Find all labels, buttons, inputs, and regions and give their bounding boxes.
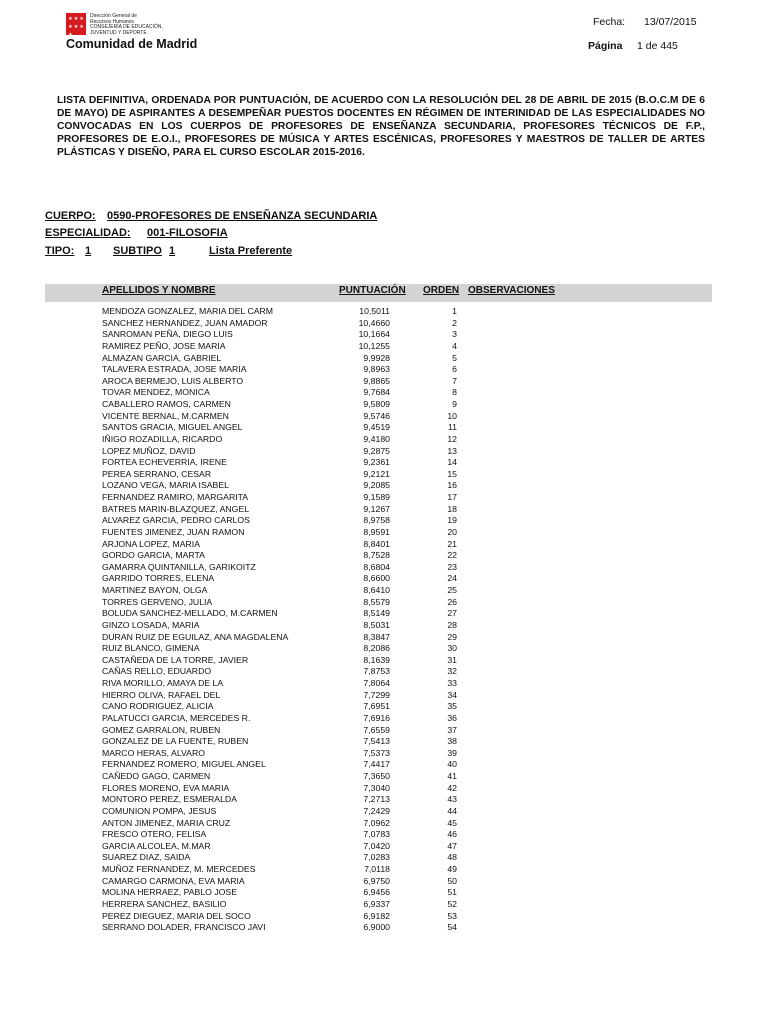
flag-star-icon: ★ [79,24,84,30]
table-row [0,887,768,899]
pagina-label: Página [588,40,623,52]
candidate-name: BOLUDA SANCHEZ-MELLADO, M.CARMEN [102,608,278,619]
table-row [0,387,768,399]
candidate-order: 6 [452,364,457,375]
table-row [0,597,768,609]
candidate-order: 28 [447,619,457,630]
table-row [0,492,768,504]
candidate-score: 8,2086 [363,643,390,654]
column-header-nombre: APELLIDOS Y NOMBRE [102,285,216,296]
candidate-order: 11 [447,422,457,433]
candidate-score: 9,5809 [363,399,390,409]
candidate-name: ANTON JIMENEZ, MARIA CRUZ [102,817,231,828]
table-row [0,864,768,876]
candidate-score: 10,4660 [358,317,390,328]
table-row [0,771,768,783]
lista-type: Lista Preferente [209,245,293,257]
table-row [0,794,768,806]
candidate-name: PALATUCCI GARCIA, MERCEDES R. [102,712,251,723]
candidate-order: 41 [447,771,457,781]
candidate-score: 9,1589 [363,492,390,502]
candidate-order: 35 [447,701,457,712]
candidate-name: SUAREZ DIAZ, SAIDA [102,852,191,863]
candidate-score: 7,0420 [363,840,390,851]
candidate-score: 8,8401 [363,538,390,549]
table-row [0,783,768,795]
candidate-name: PEREZ DIEGUEZ, MARIA DEL SOCO [102,910,251,921]
table-row [0,666,768,678]
candidate-name: MARTINEZ BAYON, OLGA [102,585,208,595]
flag-star-icon: ★ [68,16,73,22]
candidate-order: 44 [447,805,457,816]
document-intro: LISTA DEFINITIVA, ORDENADA POR PUNTUACIÓN, DE ACUERDO CON LA RESOLUCIÓN DEL 28 DE ABRIL DE 2015 (B.O.C.M DE 6 DE MAYO) DE ASPIRANTES A DESEMPEÑAR PUESTOS DOCENTES EN RÉGIMEN DE INTERINIDAD DE LAS ESPECIALIDADES NO CONVOCADAS EN LOS CUERPOS DE PROFESORES DE ENSEÑANZA SECUNDARIA, PROFESORES TÉCNICOS DE F.P., PROFESORES DE E.O.I., PROFESORES DE MÚSICA Y ARTES ESCÉNICAS, PROFESORES Y MAESTROS DE TALLER DE ARTES PLÁSTICAS Y DISEÑO, PARA EL CURSO ESCOLAR 2015-2016. [57,95,705,159]
candidate-name: CAÑAS RELLO, EDUARDO [102,666,212,677]
candidate-score: 8,9758 [363,515,390,526]
table-row [0,759,768,771]
table-row [0,504,768,516]
candidate-order: 25 [447,585,457,595]
candidate-order: 15 [447,468,457,479]
candidate-order: 38 [447,736,457,747]
cuerpo-value: 0590-PROFESORES DE ENSEÑANZA SECUNDARIA [107,210,378,222]
candidate-score: 8,5579 [363,596,390,607]
table-row [0,469,768,481]
table-row [0,841,768,853]
candidate-order: 42 [447,782,457,793]
candidate-name: LOZANO VEGA, MARIA ISABEL [102,480,229,491]
table-row [0,713,768,725]
pagina-value: 1 de 445 [637,40,678,52]
candidate-name: FERNANDEZ RAMIRO, MARGARITA [102,492,249,502]
flag-star-icon: ★ [73,16,79,22]
candidate-score: 9,1267 [363,503,390,514]
candidate-name: GORDO GARCIA, MARTA [102,550,205,561]
table-row [0,725,768,737]
candidate-score: 7,3040 [363,782,390,793]
table-row [0,527,768,539]
candidate-order: 16 [447,480,457,491]
table-row [0,457,768,469]
logo-department-text: Dirección General de Recursos Humanos CONSEJERÍA DE EDUCACIÓN, JUVENTUD Y DEPORTE [90,13,163,36]
table-row [0,643,768,655]
logo-name: Comunidad de Madrid [66,37,198,51]
candidate-order: 4 [452,340,457,351]
candidate-score: 7,0783 [363,829,390,840]
candidate-list [0,306,768,934]
table-row [0,411,768,423]
table-row [0,911,768,923]
candidate-name: PEREA SERRANO, CESAR [102,468,212,479]
table-row [0,678,768,690]
table-row [0,306,768,318]
candidate-score: 10,5011 [359,306,390,316]
candidate-score: 7,8753 [363,666,390,677]
tipo-label: TIPO: [45,245,75,257]
candidate-name: GINZO LOSADA, MARIA [102,619,200,630]
candidate-name: GARCIA ALCOLEA, M.MAR [102,840,211,851]
candidate-order: 53 [447,910,457,921]
candidate-order: 21 [447,538,457,549]
candidate-name: COMUNION POMPA, JESUS [102,805,217,816]
candidate-order: 24 [447,573,457,584]
candidate-order: 46 [447,829,457,840]
candidate-name: TORRES GERVENO, JULIA [102,596,213,607]
candidate-score: 10,1255 [358,340,390,351]
candidate-score: 6,9000 [363,922,390,933]
candidate-score: 8,9591 [363,526,390,537]
table-row [0,922,768,934]
table-row [0,748,768,760]
candidate-name: GAMARRA QUINTANILLA, GARIKOITZ [102,561,256,572]
flag-star-icon: ★ [73,24,79,30]
table-row [0,573,768,585]
especialidad-value: 001-FILOSOFIA [147,227,228,239]
candidate-order: 49 [447,864,457,874]
candidate-name: ARJONA LOPEZ, MARIA [102,538,200,549]
candidate-name: RAMIREZ PEÑO, JOSE MARIA [102,340,226,351]
candidate-name: FERNANDEZ ROMERO, MIGUEL ANGEL [102,759,266,770]
table-row [0,434,768,446]
table-row [0,620,768,632]
candidate-score: 7,8064 [363,678,390,688]
candidate-order: 19 [447,515,457,526]
table-row [0,701,768,713]
candidate-order: 27 [447,608,457,619]
candidate-name: CAÑEDO GAGO, CARMEN [102,771,211,781]
column-header-orden: ORDEN [423,285,460,296]
candidate-name: MONTORO PEREZ, ESMERALDA [102,794,237,805]
comunidad-madrid-logo [66,13,226,53]
table-row [0,318,768,330]
candidate-order: 7 [452,375,457,386]
flag-star-icon: ★ [68,32,73,38]
candidate-name: ALMAZAN GARCIA, GABRIEL [102,352,222,363]
candidate-score: 7,6559 [363,724,390,735]
table-header [45,284,712,302]
candidate-order: 34 [447,689,457,700]
candidate-name: HIERRO OLIVA, RAFAEL DEL [102,689,221,700]
candidate-score: 9,4519 [363,422,390,433]
candidate-name: MENDOZA GONZALEZ, MARIA DEL CARM [102,306,274,316]
candidate-order: 29 [447,631,457,642]
table-row [0,876,768,888]
candidate-order: 1 [452,306,457,316]
candidate-order: 9 [452,399,457,409]
candidate-name: BATRES MARIN-BLAZQUEZ, ANGEL [102,503,250,514]
candidate-name: MOLINA HERRAEZ, PABLO JOSE [102,887,238,898]
candidate-order: 54 [447,922,457,933]
candidate-name: SERRANO DOLADER, FRANCISCO JAVI [102,922,266,933]
candidate-score: 7,3650 [363,771,390,781]
table-row [0,736,768,748]
table-row [0,585,768,597]
fecha-value: 13/07/2015 [644,16,697,28]
candidate-order: 17 [447,492,457,502]
candidate-order: 5 [452,352,457,363]
table-row [0,818,768,830]
candidate-score: 9,7684 [363,387,390,398]
candidate-order: 39 [447,747,457,758]
candidate-score: 7,6951 [363,701,390,712]
candidate-order: 45 [447,817,457,828]
candidate-name: FUENTES JIMENEZ, JUAN RAMON [102,526,245,537]
candidate-order: 8 [452,387,457,398]
candidate-name: TOVAR MENDEZ, MONICA [102,387,210,398]
candidate-score: 9,8963 [363,364,390,375]
candidate-score: 7,0118 [364,864,390,874]
table-row [0,515,768,527]
table-row [0,422,768,434]
table-row [0,690,768,702]
especialidad-label: ESPECIALIDAD: [45,227,131,239]
candidate-order: 31 [447,654,457,665]
table-row [0,399,768,411]
candidate-score: 6,9337 [363,898,390,909]
subtipo-label: SUBTIPO [113,245,162,257]
table-row [0,480,768,492]
table-row [0,632,768,644]
candidate-order: 37 [447,724,457,735]
candidate-score: 9,2875 [363,445,390,456]
candidate-name: ALVAREZ GARCIA, PEDRO CARLOS [102,515,250,526]
table-row [0,852,768,864]
subtipo-value: 1 [169,245,176,257]
column-header-puntuacion: PUNTUACIÓN [339,285,406,296]
table-row [0,353,768,365]
candidate-order: 40 [447,759,457,770]
madrid-flag-icon [66,13,86,38]
table-row [0,806,768,818]
candidate-order: 48 [447,852,457,863]
flag-star-icon: ★ [68,24,73,30]
candidate-order: 51 [447,887,457,898]
candidate-order: 14 [447,457,457,468]
candidate-name: MUÑOZ FERNANDEZ, M. MERCEDES [102,864,256,874]
candidate-order: 18 [447,503,457,514]
candidate-name: SANCHEZ HERNANDEZ, JUAN AMADOR [102,317,268,328]
candidate-name: DURAN RUIZ DE EGUILAZ, ANA MAGDALENA [102,631,289,642]
candidate-name: LOPEZ MUÑOZ, DAVID [102,445,196,456]
table-row [0,608,768,620]
candidate-name: GOMEZ GARRALON, RUBEN [102,724,221,735]
candidate-name: VICENTE BERNAL, M.CARMEN [102,410,229,421]
candidate-order: 3 [452,329,457,340]
table-row [0,829,768,841]
candidate-name: CAMARGO CARMONA, EVA MARIA [102,875,245,886]
candidate-score: 8,6600 [363,573,390,584]
candidate-order: 43 [447,794,457,805]
candidate-order: 36 [447,712,457,723]
candidate-score: 8,5031 [363,619,390,630]
candidate-order: 50 [447,875,457,886]
candidate-score: 8,3847 [363,631,390,642]
candidate-order: 23 [447,561,457,572]
candidate-order: 12 [447,433,457,444]
candidate-score: 9,5746 [363,410,390,421]
candidate-score: 10,1664 [358,329,390,340]
candidate-name: CASTAÑEDA DE LA TORRE, JAVIER [102,654,249,665]
candidate-name: AROCA BERMEJO, LUIS ALBERTO [102,375,244,386]
candidate-score: 8,6804 [363,561,390,572]
flag-star-icon: ★ [79,16,84,22]
candidate-score: 7,2429 [363,805,390,816]
candidate-score: 9,8865 [363,375,390,386]
candidate-score: 8,6410 [363,585,390,595]
candidate-name: IÑIGO ROZADILLA, RICARDO [102,433,223,444]
candidate-score: 9,2121 [363,468,390,479]
candidate-name: CANO RODRIGUEZ, ALICIA [102,701,214,712]
table-row [0,364,768,376]
candidate-name: GONZALEZ DE LA FUENTE, RUBEN [102,736,249,747]
candidate-score: 6,9456 [363,887,390,898]
candidate-score: 7,5373 [363,747,390,758]
candidate-name: RIVA MORILLO, AMAYA DE LA [102,678,224,688]
candidate-name: FRESCO OTERO, FELISA [102,829,207,840]
candidate-score: 9,4180 [363,433,390,444]
table-row [0,341,768,353]
table-row [0,550,768,562]
tipo-value: 1 [85,245,92,257]
candidate-order: 33 [447,678,457,688]
candidate-name: RUIZ BLANCO, GIMENA [102,643,200,654]
candidate-score: 8,5149 [363,608,390,619]
candidate-name: GARRIDO TORRES, ELENA [102,573,215,584]
candidate-order: 30 [447,643,457,654]
column-header-observaciones: OBSERVACIONES [468,285,555,296]
candidate-order: 26 [447,596,457,607]
candidate-score: 7,7299 [363,689,390,700]
candidate-name: TALAVERA ESTRADA, JOSE MARIA [102,364,247,375]
candidate-order: 13 [447,445,457,456]
candidate-score: 9,2085 [363,480,390,491]
candidate-score: 7,6916 [363,712,390,723]
table-row [0,562,768,574]
candidate-order: 22 [447,550,457,561]
candidate-name: SANTOS GRACIA, MIGUEL ANGEL [102,422,243,433]
candidate-score: 9,9928 [363,352,390,363]
candidate-score: 8,1639 [363,654,390,665]
candidate-name: FORTEA ECHEVERRIA, IRENE [102,457,227,468]
table-row [0,655,768,667]
candidate-name: MARCO HERAS, ALVARO [102,747,205,758]
candidate-order: 2 [452,317,457,328]
table-row [0,446,768,458]
candidate-order: 52 [447,898,457,909]
candidate-order: 47 [447,840,457,851]
fecha-label: Fecha: [593,16,626,28]
table-row [0,329,768,341]
candidate-name: SANROMAN PEÑA, DIEGO LUIS [102,329,233,340]
table-row [0,376,768,388]
candidate-order: 10 [447,410,457,421]
candidate-order: 20 [447,526,457,537]
cuerpo-label: CUERPO: [45,210,96,222]
candidate-score: 7,5413 [363,736,390,747]
table-row [0,539,768,551]
candidate-score: 7,4417 [363,759,390,770]
candidate-order: 32 [447,666,457,677]
candidate-score: 7,2713 [363,794,390,805]
candidate-name: FLORES MORENO, EVA MARIA [102,782,230,793]
candidate-score: 6,9750 [363,875,390,886]
candidate-score: 7,0962 [363,817,390,828]
candidate-name: HERRERA SANCHEZ, BASILIO [102,898,227,909]
table-row [0,899,768,911]
candidate-name: CABALLERO RAMOS, CARMEN [102,399,231,409]
candidate-score: 8,7528 [363,550,390,561]
candidate-score: 7,0283 [363,852,390,863]
candidate-score: 6,9182 [363,910,390,921]
candidate-score: 9,2361 [363,457,390,468]
